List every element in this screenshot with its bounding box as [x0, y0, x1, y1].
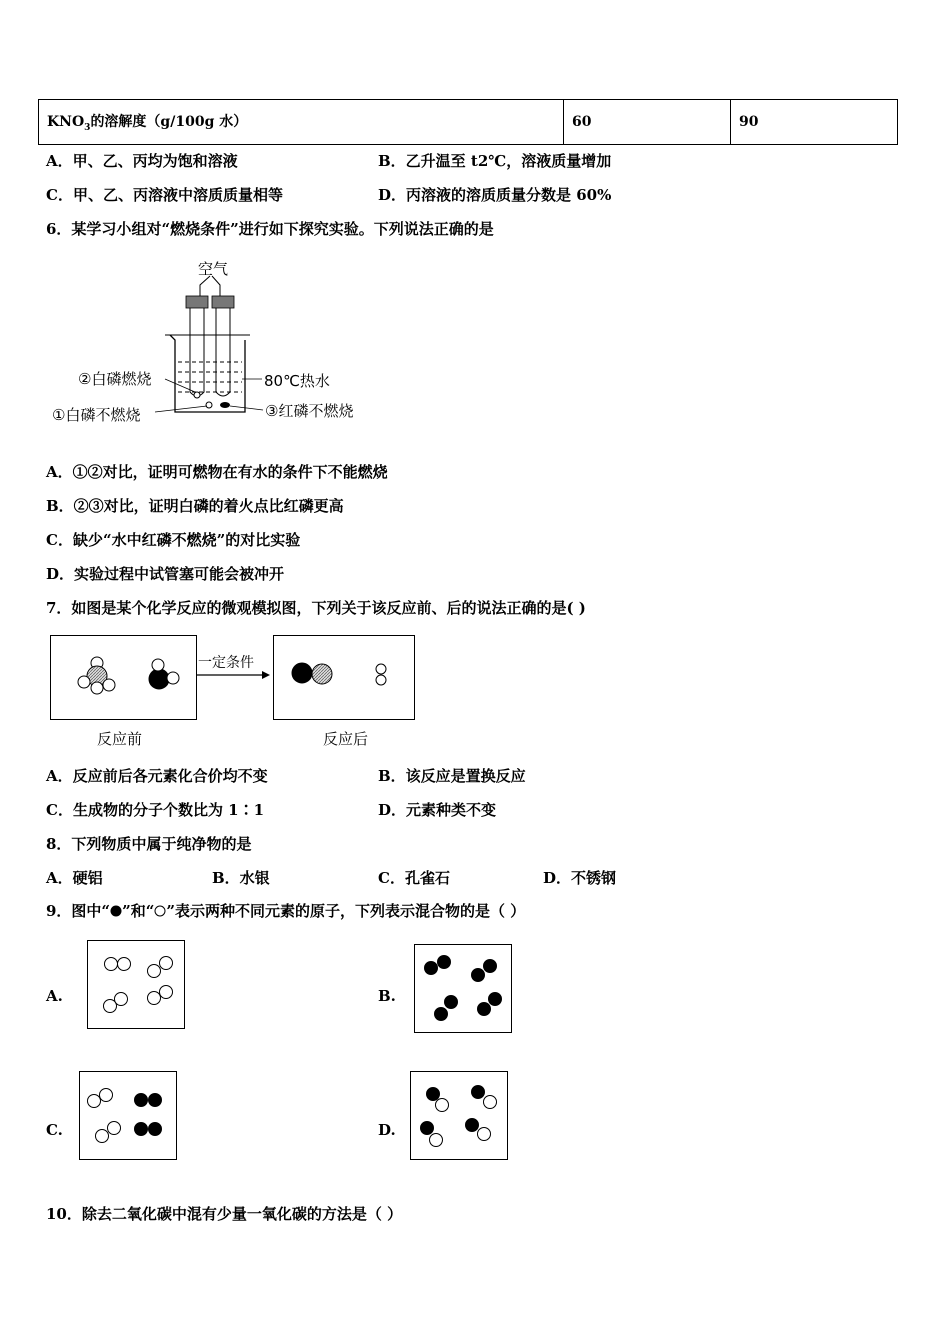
q6-option-b[interactable]: B．②③对比，证明白磷的着火点比红磷更高: [46, 497, 344, 515]
q7-option-c[interactable]: C．生成物的分子个数比为 1∶1: [46, 801, 265, 819]
option-c-white-molecules: [88, 1089, 121, 1143]
q8-option-a[interactable]: A．硬铝: [46, 869, 103, 887]
condition-label: 一定条件: [198, 655, 254, 671]
q7-option-b[interactable]: B．该反应是置换反应: [378, 767, 526, 785]
q7-option-d[interactable]: D．元素种类不变: [378, 801, 497, 819]
table-cell: 90: [731, 100, 898, 145]
option-a-molecules: [104, 957, 173, 1013]
q8-option-b[interactable]: B．水银: [212, 869, 270, 887]
q5-option-a[interactable]: A．甲、乙、丙均为饱和溶液: [46, 152, 238, 170]
kno-text: KNO: [47, 114, 85, 131]
q8-option-c[interactable]: C．孔雀石: [378, 869, 450, 887]
q5-option-b[interactable]: B．乙升温至 t2℃，溶液质量增加: [378, 152, 612, 170]
label-1: ①白磷不燃烧: [52, 406, 141, 424]
after-label: 反应后: [323, 730, 369, 748]
q6-option-d[interactable]: D．实验过程中试管塞可能会被冲开: [46, 565, 285, 583]
q6-option-a[interactable]: A．①②对比，证明可燃物在有水的条件下不能燃烧: [46, 463, 388, 481]
q8-stem: 8．下列物质中属于纯净物的是: [46, 835, 252, 853]
q5-option-c[interactable]: C．甲、乙、丙溶液中溶质质量相等: [46, 186, 283, 204]
q9-stem-part2: ”和“: [122, 902, 155, 920]
label-2: ②白磷燃烧: [78, 370, 152, 388]
hot-water-label: 80℃热水: [264, 372, 330, 390]
q9-label-b[interactable]: B.: [378, 987, 396, 1005]
q8-option-d[interactable]: D．不锈钢: [543, 869, 617, 887]
table-cell: 60: [564, 100, 731, 145]
q9-label-d[interactable]: D.: [378, 1121, 396, 1139]
label-rest: 的溶解度（g/100g 水）: [90, 114, 248, 131]
q9-stem-part1: 9．图中“: [46, 902, 111, 920]
q7-option-a[interactable]: A．反应前后各元素化合价均不变: [46, 767, 268, 785]
q10-stem: 10．除去二氧化碳中混有少量一氧化碳的方法是（ ）: [46, 1205, 403, 1223]
before-label: 反应前: [97, 730, 143, 748]
q9-label-a[interactable]: A.: [46, 987, 63, 1005]
option-d-molecules: [421, 1086, 497, 1147]
option-b-molecules: [425, 956, 502, 1021]
q6-stem: 6．某学习小组对“燃烧条件”进行如下探究实验。下列说法正确的是: [46, 220, 494, 238]
option-c-black-molecules: [135, 1094, 162, 1136]
q6-option-c[interactable]: C．缺少“水中红磷不燃烧”的对比实验: [46, 531, 301, 549]
q5-option-d[interactable]: D．丙溶液的溶质质量分数是 60%: [378, 186, 612, 204]
q9-stem-part3: ”表示两种不同元素的原子，下列表示混合物的是（ ）: [166, 902, 526, 920]
q7-stem: 7．如图是某个化学反应的微观模拟图，下列关于该反应前、后的说法正确的是( ): [46, 599, 586, 617]
q9-label-c[interactable]: C.: [46, 1121, 63, 1139]
label-3: ③红磷不燃烧: [265, 402, 354, 420]
air-label: 空气: [198, 260, 229, 278]
subscript: 3: [84, 122, 91, 133]
